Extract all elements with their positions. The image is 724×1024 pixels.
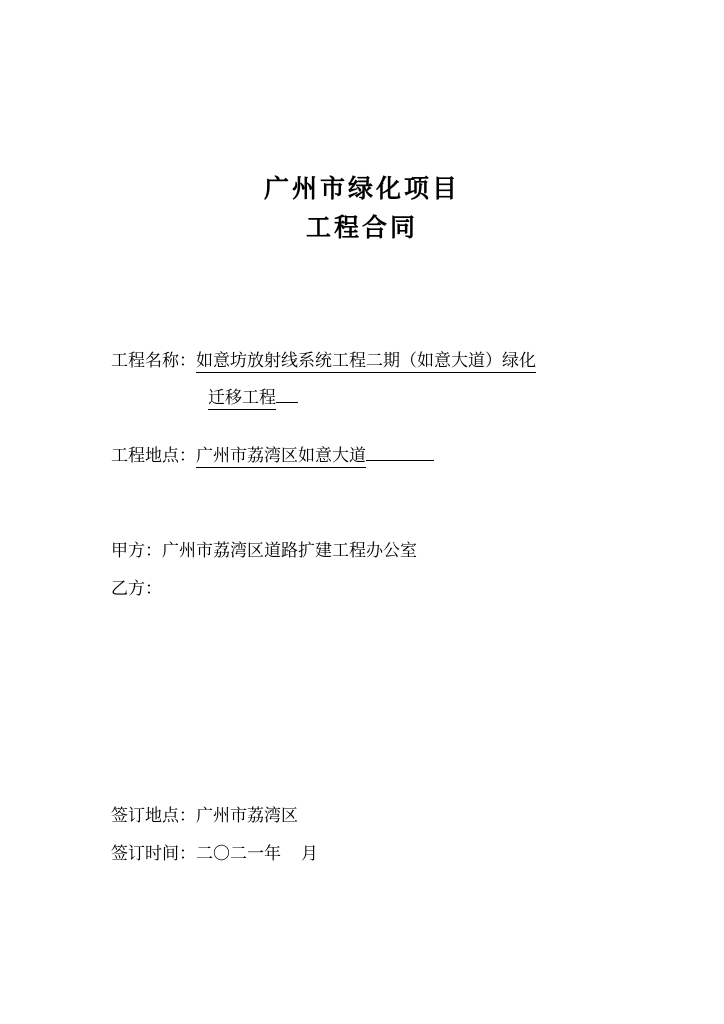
signing-place-value: 广州市荔湾区: [196, 806, 298, 826]
project-name-row: [111, 350, 536, 372]
party-b-row: [111, 578, 162, 600]
signing-place-label: 签订地点：: [111, 806, 196, 826]
signing-time-label: 签订时间：: [111, 844, 196, 864]
party-b-label: 乙方：: [111, 579, 162, 599]
project-name-value-line2: 迁移工程: [208, 388, 276, 408]
project-name-label: 工程名称：: [111, 351, 196, 371]
party-a-label: 甲方：: [111, 541, 162, 561]
document-title-line2: 工程合同: [305, 213, 418, 242]
underline-fill: [366, 459, 434, 461]
underline-fill: [276, 401, 298, 403]
project-location-label: 工程地点：: [111, 446, 196, 466]
project-location-value: 广州市荔湾区如意大道: [196, 446, 366, 466]
signing-time-row: [111, 843, 318, 865]
signing-time-month: 月: [301, 844, 318, 864]
project-name-row-2: [208, 387, 298, 409]
signing-time-value: 二〇二一年: [196, 844, 281, 864]
signing-place-row: [111, 805, 298, 827]
project-location-row: [111, 445, 434, 467]
party-a-row: [111, 540, 417, 562]
party-a-value: 广州市荔湾区道路扩建工程办公室: [162, 541, 417, 561]
project-name-value-line1: 如意坊放射线系统工程二期（如意大道）绿化: [196, 351, 536, 371]
document-title-line1: 广州市绿化项目: [263, 174, 460, 203]
